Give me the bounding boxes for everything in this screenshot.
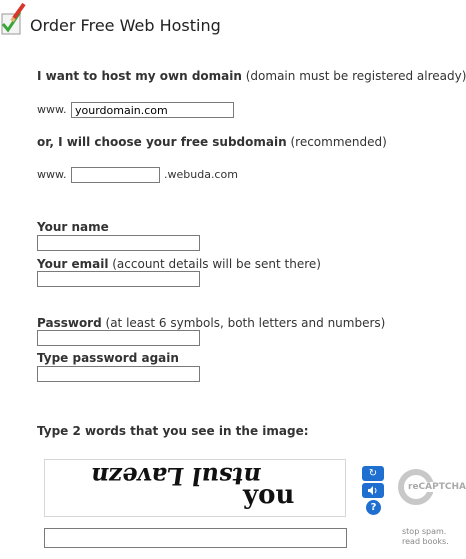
captcha-word-2: you (243, 480, 295, 510)
password-label-bold: Password (37, 316, 102, 330)
name-input[interactable] (37, 235, 200, 251)
password-label (37, 316, 385, 330)
password-again-label: Type password again (37, 351, 179, 365)
subdomain-suffix: .webuda.com (164, 168, 238, 181)
speaker-icon (367, 485, 379, 496)
subdomain-label-note: (recommended) (286, 135, 387, 149)
password-label-note: (at least 6 symbols, both letters and numbers) (101, 316, 386, 330)
subdomain-label (37, 135, 387, 149)
captcha-audio-icon[interactable] (362, 483, 384, 498)
recaptcha-logo-text: reCAPTCHA (408, 482, 466, 492)
captcha-image (44, 459, 346, 517)
own-domain-label-bold: I want to host my own domain (37, 69, 242, 83)
password-again-input[interactable] (37, 366, 200, 382)
subdomain-label-bold: or, I will choose your free subdomain (37, 135, 287, 149)
captcha-reload-icon[interactable]: ↻ (362, 466, 384, 481)
captcha-input[interactable] (44, 528, 347, 548)
captcha-help-icon[interactable]: ? (366, 500, 381, 515)
password-input[interactable] (37, 330, 200, 346)
own-domain-input[interactable] (71, 102, 234, 118)
email-input[interactable] (37, 271, 200, 287)
own-domain-label (37, 69, 466, 83)
recaptcha-logo-icon (398, 467, 466, 507)
own-domain-label-note: (domain must be registered already) (241, 69, 466, 83)
page-title: Order Free Web Hosting (30, 16, 221, 35)
subdomain-input[interactable] (71, 167, 160, 183)
subdomain-www-prefix: www. (37, 168, 67, 181)
recaptcha-tagline (402, 527, 449, 547)
name-label: Your name (37, 220, 109, 234)
captcha-word-1: ntsul Lavezn (88, 462, 263, 491)
domain-www-prefix: www. (37, 103, 67, 116)
recaptcha-tagline-2: read books. (402, 537, 449, 546)
email-label-bold: Your email (37, 257, 109, 271)
email-label (37, 257, 321, 271)
email-label-note: (account details will be sent there) (108, 257, 321, 271)
pencil-check-logo-icon (0, 2, 26, 38)
recaptcha-tagline-1: stop spam. (402, 527, 447, 536)
captcha-prompt: Type 2 words that you see in the image: (37, 424, 309, 438)
